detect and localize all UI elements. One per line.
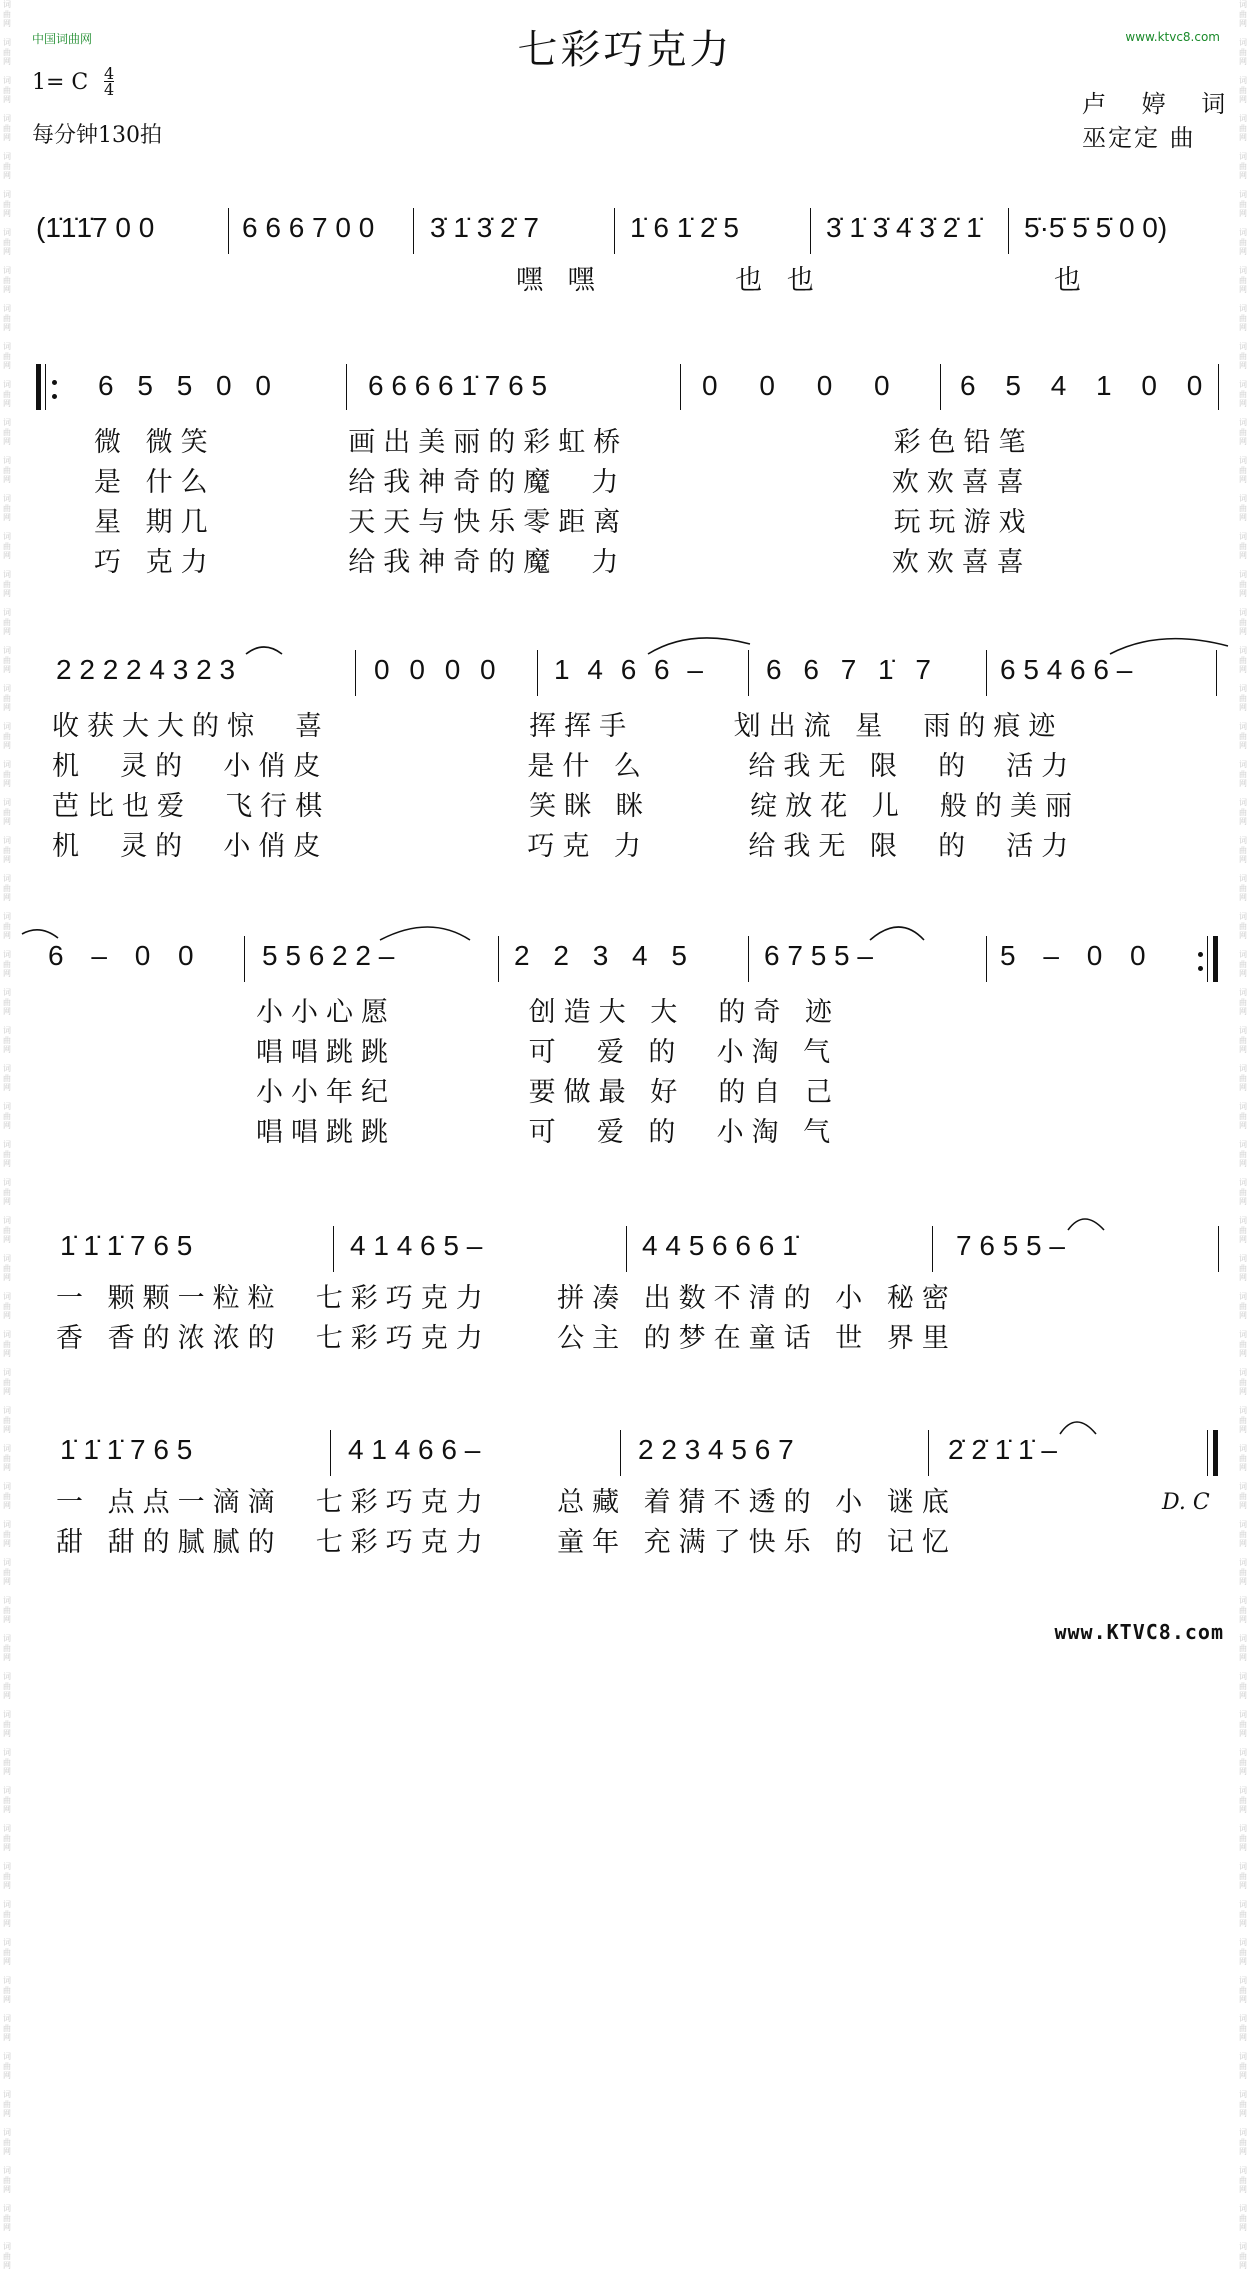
barline — [986, 936, 987, 982]
barline — [346, 364, 347, 410]
barline — [748, 650, 749, 696]
barline — [330, 1430, 331, 1476]
intro-measure: 1̇ 6 1̇ 2̇ 5 — [630, 212, 739, 243]
measure: 6 6 6 6 1̇ 7 6 5 — [368, 370, 548, 401]
composer-credit: 巫定定 曲 — [1082, 124, 1196, 152]
measure: 4 1 4 6 6 – — [348, 1434, 481, 1465]
tempo-marking: 每分钟130拍 — [32, 123, 162, 148]
measure: 6 5 4 1 0 0 — [960, 370, 1203, 401]
repeat-dot — [52, 394, 57, 399]
measure: 0 0 0 0 — [702, 370, 890, 401]
barline — [1218, 1226, 1219, 1272]
measure: 5 – 0 0 — [1000, 940, 1146, 971]
verse-line: 甜 甜的腻腻的 七彩巧克力 童年 充满了快乐 的 记忆 — [56, 1527, 957, 1558]
measure: 0 0 0 0 — [374, 654, 496, 685]
verse-line: 星 期几 天天与快乐零距离 玩玩游戏 — [94, 507, 1034, 538]
intro-measure: 3̇ 1̇ 3̇ 4̇ 3̇ 2̇ 1̇ — [826, 212, 982, 243]
barline — [626, 1226, 627, 1272]
verse-line: 香 香的浓浓的 七彩巧克力 公主 的梦在童话 世 界里 — [56, 1323, 957, 1354]
barline — [537, 650, 538, 696]
barline — [333, 1226, 334, 1272]
intro-measure: 5̇·5̇ 5̇ 5̇ 0 0) — [1024, 212, 1168, 243]
edge-watermark-left: 词 曲 网 词 曲 网 词 曲 网 词 曲 网 词 曲 网 词 曲 网 词 曲 网 词 曲 网 词 曲 网 词 曲 网 词 曲 网 词 曲 网 词 曲 网 词 曲 网 词 曲 网 词 曲 网 词 曲 网 词 曲 网 词 曲 网 词 曲 网 词 曲 网 词 曲 网 词 曲 网 词 曲 网 词 曲 网 词 曲 网 词 曲 网 词 曲 网 词 曲 网 词 曲 网 词 曲 网 词 曲 网 词 曲 网 词 曲 网 词 曲 网 词 曲 网 词 曲 网 词 曲 网 词 曲 网 词 曲 网 词 曲 网 词 曲 网 词 曲 网 词 曲 网 词 曲 网 词 曲 网 词 曲 网 词 曲 网 词 曲 网 词 曲 网 词 曲 网 词 曲 网 词 曲 网 词 曲 网 词 曲 网 词 曲 网 词 曲 网 词 曲 网 词 曲 网 词 曲 网 — [3, 0, 11, 2270]
barline — [1008, 208, 1009, 254]
measure: 1̇ 1̇ 1̇ 7 6 5 — [60, 1434, 193, 1465]
barline — [413, 208, 414, 254]
slur — [870, 927, 924, 940]
verse-line: 一 颗颗一粒粒 七彩巧克力 拼凑 出数不清的 小 秘密 — [56, 1283, 957, 1314]
da-capo-mark: D. C — [1162, 1490, 1210, 1515]
repeat-start-barline — [36, 364, 41, 410]
barline — [1207, 1430, 1208, 1476]
verse-line: 芭比也爱 飞行棋 笑眯 眯 绽放花 儿 般的美丽 — [52, 791, 1080, 822]
barline — [45, 364, 46, 410]
key-signature: 1= C — [32, 70, 89, 95]
slur — [22, 930, 58, 938]
time-signature — [104, 66, 114, 97]
verse-line: 小小年纪 要做最 好 的自 己 — [256, 1077, 840, 1108]
barline — [1207, 936, 1208, 982]
measure: 4 1 4 6 5 – — [350, 1230, 483, 1261]
barline — [244, 936, 245, 982]
measure: 6 5 4 6 6 – — [1000, 654, 1133, 685]
slur — [1068, 1219, 1104, 1230]
barline — [228, 208, 229, 254]
intro-lyrics: 嘿 嘿 也 也 也 — [516, 265, 1089, 296]
site-logo-text: www.KTVC8.com — [1054, 1620, 1224, 1644]
measure: 6 6 7 1̇ 7 — [766, 654, 931, 685]
verse-line: 收获大大的惊 喜 挥挥手 划出流 星 雨的痕迹 — [52, 711, 1064, 742]
site-watermark-right: www.ktvc8.com — [1125, 30, 1220, 44]
time-sig-top: 4 — [104, 64, 115, 83]
repeat-dot — [1198, 952, 1203, 957]
slur — [1110, 639, 1228, 654]
verse-line: 唱唱跳跳 可 爱 的 小淘 气 — [256, 1037, 839, 1068]
slur — [380, 927, 470, 940]
verse-line: 机 灵的 小俏皮 巧克 力 给我无 限 的 活力 — [52, 831, 1077, 862]
measure: 7 6 5 5 – — [956, 1230, 1065, 1261]
barline — [932, 1226, 933, 1272]
verse-line: 机 灵的 小俏皮 是什 么 给我无 限 的 活力 — [52, 751, 1077, 782]
barline — [680, 364, 681, 410]
measure: 2 2 2 2 4 3 2 3 — [56, 654, 236, 685]
time-sig-bottom: 4 — [104, 80, 115, 99]
repeat-dot — [52, 380, 57, 385]
song-title: 七彩巧克力 — [517, 27, 733, 73]
measure: 6 7 5 5 – — [764, 940, 873, 971]
final-barline — [1213, 1430, 1218, 1476]
slur — [648, 638, 750, 654]
barline — [620, 1430, 621, 1476]
measure: 1 4 6 6 – — [554, 654, 703, 685]
barline — [614, 208, 615, 254]
verse-line: 是 什么 给我神奇的魔 力 欢欢喜喜 — [94, 467, 1032, 498]
measure: 2 2 3 4 5 — [514, 940, 687, 971]
repeat-end-barline — [1213, 936, 1218, 982]
barline — [1218, 364, 1219, 410]
intro-measure: (1̇1̇1̇7 0 0 — [36, 212, 155, 243]
site-logo — [1054, 1620, 1224, 1644]
repeat-dot — [1198, 966, 1203, 971]
verse-line: 一 点点一滴滴 七彩巧克力 总藏 着猜不透的 小 谜底 — [56, 1487, 957, 1518]
measure: 6 – 0 0 — [48, 940, 194, 971]
measure: 2̇ 2̇ 1̇ 1̇ – — [948, 1434, 1057, 1465]
barline — [498, 936, 499, 982]
site-watermark-left: 中国词曲网 — [32, 32, 93, 46]
measure: 5 5 6 2 2 – — [262, 940, 395, 971]
barline — [810, 208, 811, 254]
barline — [986, 650, 987, 696]
verse-line: 唱唱跳跳 可 爱 的 小淘 气 — [256, 1117, 839, 1148]
verse-line: 小小心愿 创造大 大 的奇 迹 — [256, 997, 840, 1028]
slur — [1060, 1422, 1096, 1434]
slur — [246, 647, 282, 654]
intro-measure: 6 6 6 7 0 0 — [242, 212, 375, 243]
verse-line: 巧 克力 给我神奇的魔 力 欢欢喜喜 — [94, 547, 1032, 578]
measure: 1̇ 1̇ 1̇ 7 6 5 — [60, 1230, 193, 1261]
barline — [1216, 650, 1217, 696]
measure: 6 5 5 0 0 — [98, 370, 271, 401]
edge-watermark-right: 词 曲 网 词 曲 网 词 曲 网 词 曲 网 词 曲 网 词 曲 网 词 曲 网 词 曲 网 词 曲 网 词 曲 网 词 曲 网 词 曲 网 词 曲 网 词 曲 网 词 曲 网 词 曲 网 词 曲 网 词 曲 网 词 曲 网 词 曲 网 词 曲 网 词 曲 网 词 曲 网 词 曲 网 词 曲 网 词 曲 网 词 曲 网 词 曲 网 词 曲 网 词 曲 网 词 曲 网 词 曲 网 词 曲 网 词 曲 网 词 曲 网 词 曲 网 词 曲 网 词 曲 网 词 曲 网 词 曲 网 词 曲 网 词 曲 网 词 曲 网 词 曲 网 词 曲 网 词 曲 网 词 曲 网 词 曲 网 词 曲 网 词 曲 网 词 曲 网 词 曲 网 词 曲 网 词 曲 网 词 曲 网 词 曲 网 词 曲 网 词 曲 网 词 曲 网 词 曲 网 — [1239, 0, 1247, 2270]
barline — [355, 650, 356, 696]
barline — [928, 1430, 929, 1476]
lyricist-credit: 卢 婷 词 — [1082, 90, 1240, 118]
barline — [940, 364, 941, 410]
measure: 4 4 5 6 6 6 1̇ — [642, 1230, 798, 1261]
verse-line: 微 微笑 画出美丽的彩虹桥 彩色铅笔 — [94, 427, 1034, 458]
barline — [748, 936, 749, 982]
measure: 2 2 3 4 5 6 7 — [638, 1434, 794, 1465]
intro-measure: 3̇ 1̇ 3̇ 2̇ 7 — [430, 212, 539, 243]
